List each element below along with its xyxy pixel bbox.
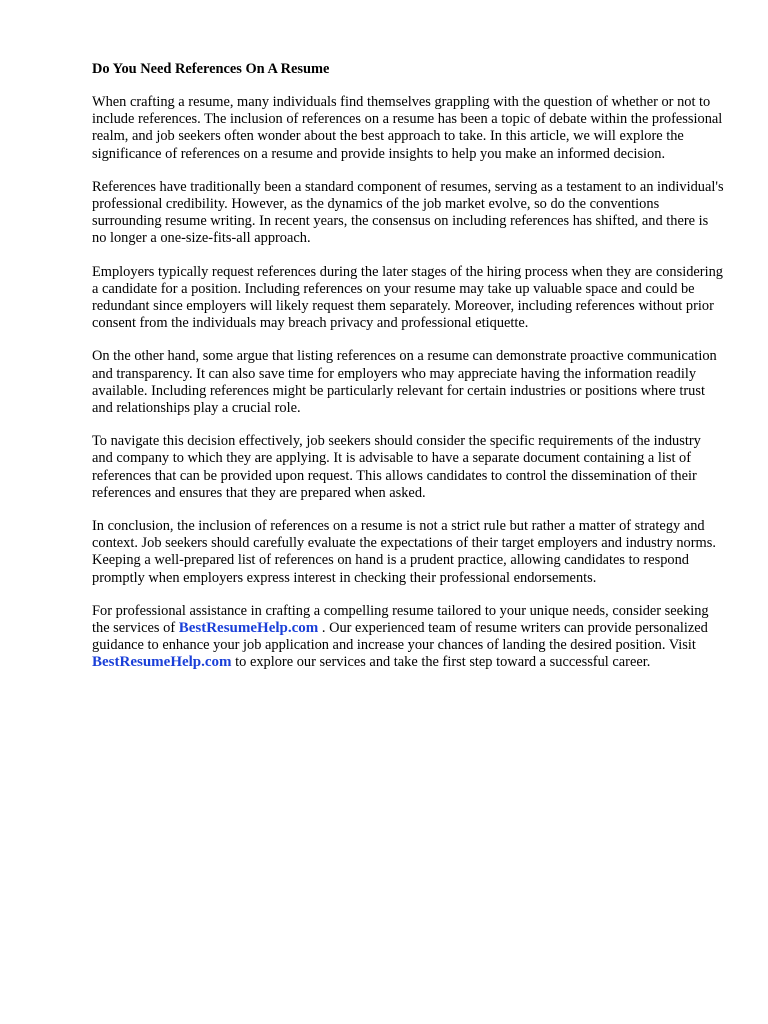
paragraph-closing — [92, 603, 724, 672]
closing-text-1: For professional assistance in crafting a compelling resume tailored to your unique needs, consider seeking the services of — [92, 602, 709, 637]
closing-text-3: to explore our services and take the first step toward a successful career. — [231, 654, 651, 671]
document-page — [92, 60, 724, 688]
paragraph-conclusion: In conclusion, the inclusion of references on a resume is not a strict rule but rather a matter of strategy and context. Job seekers should carefully evaluate the expectations of their target employers and industry norms. Keeping a well-prepared list of references on hand is a prudent practice, allowing candidates to respond promptly when employers express interest in checking their professional endorsements. — [92, 518, 716, 586]
paragraph-navigate: To navigate this decision effectively, job seekers should consider the specific requirements of the industry and company to which they are applying. It is advisable to have a separate document containing a list of references that can be provided upon request. This allows candidates to control the dissemination of their references and ensures that they are prepared when asked. — [92, 433, 701, 501]
closing-text-2: . Our experienced team of resume writers can provide personalized guidance to enhance your job application and increase your chances of landing the desired position. Visit — [92, 620, 708, 654]
paragraph-intro: When crafting a resume, many individuals find themselves grappling with the question of whether or not to include references. The inclusion of references on a resume has been a topic of debate within the professional realm, and job seekers often wonder about the best approach to take. In this article, we will explore the significance of references on a resume and provide insights to help you make an informed decision. — [92, 94, 723, 162]
bestresumehelp-link-2[interactable]: BestResumeHelp.com — [92, 654, 232, 671]
paragraph-employers: Employers typically request references during the later stages of the hiring process when they are considering a candidate for a position. Including references on your resume may take up valuable space and could be redundant since employers will likely request them separately. Moreover, including references without prior consent from the individuals may breach privacy and professional etiquette. — [92, 263, 723, 332]
paragraph-tradition: References have traditionally been a standard component of resumes, serving as a testament to an individual's professional credibility. However, as the dynamics of the job market evolve, so do the conventions surrounding resume writing. In recent years, the consensus on including references has shifted, and there is no longer a one-size-fits-all approach. — [92, 178, 724, 247]
document-title: Do You Need References On A Resume — [92, 61, 330, 77]
bestresumehelp-link-1[interactable]: BestResumeHelp.com — [178, 620, 319, 637]
paragraph-other-hand: On the other hand, some argue that listing references on a resume can demonstrate proactive communication and transparency. It can also save time for employers who may appreciate having the information readily available. Including references might be particularly relevant for certain industries or positions where trust and relationships play a crucial role. — [92, 348, 717, 417]
